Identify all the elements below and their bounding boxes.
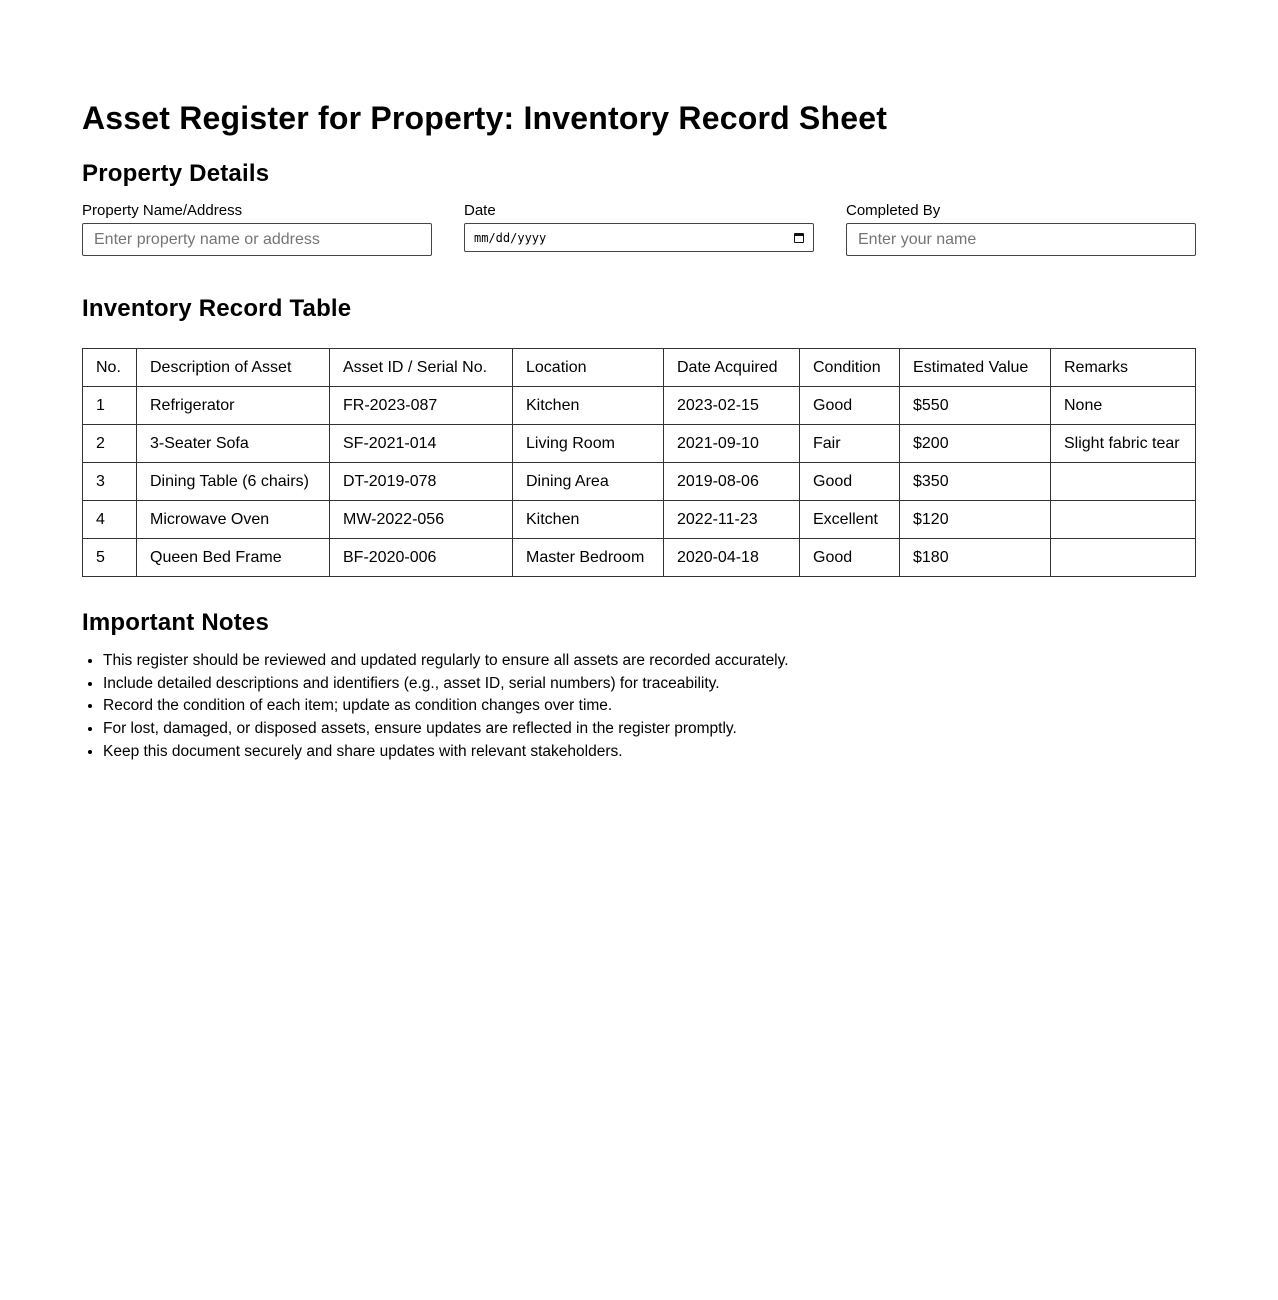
table-cell: Kitchen [513,501,664,539]
list-item: • Record the condition of each item; update as condition changes over time. [103,695,1196,718]
table-cell: MW-2022-056 [330,501,513,539]
table-cell: 2020-04-18 [664,539,800,577]
list-item: • For lost, damaged, or disposed assets, ensure updates are reflected in the register promptly. [103,718,1196,741]
completed-by-field [846,202,1196,256]
date-label: Date [464,202,496,219]
inventory-heading: Inventory Record Table [82,295,352,322]
table-cell: Good [800,539,900,577]
table-cell: DT-2019-078 [330,463,513,501]
column-header: Condition [800,349,900,387]
property-name-input[interactable] [82,223,432,256]
table-cell: FR-2023-087 [330,387,513,425]
table-cell: 3-Seater Sofa [137,425,330,463]
table-cell: BF-2020-006 [330,539,513,577]
list-item: • Keep this document securely and share updates with relevant stakeholders. [103,741,1196,764]
list-item: • This register should be reviewed and updated regularly to ensure all assets are recorded accurately. [103,650,1196,673]
table-cell: 2 [83,425,137,463]
column-header: Estimated Value [900,349,1051,387]
table-cell: Good [800,463,900,501]
property-name-field [82,202,432,256]
column-header: Asset ID / Serial No. [330,349,513,387]
table-cell: None [1051,387,1196,425]
completed-by-input[interactable] [846,223,1196,256]
property-name-label: Property Name/Address [82,202,243,219]
column-header: Location [513,349,664,387]
table-cell: Master Bedroom [513,539,664,577]
table-cell: Excellent [800,501,900,539]
table-cell: 3 [83,463,137,501]
table-cell: $350 [900,463,1051,501]
table-cell: Refrigerator [137,387,330,425]
table-cell: SF-2021-014 [330,425,513,463]
date-input[interactable] [464,223,814,252]
table-cell: 2022-11-23 [664,501,800,539]
property-details-heading: Property Details [82,160,270,187]
table-cell: Microwave Oven [137,501,330,539]
table-cell: $550 [900,387,1051,425]
inventory-table [82,348,1196,577]
table-cell: 5 [83,539,137,577]
table-cell: $180 [900,539,1051,577]
table-cell: $120 [900,501,1051,539]
list-item: • Include detailed descriptions and identifiers (e.g., asset ID, serial numbers) for traceability. [103,673,1196,696]
table-row [83,539,1196,577]
property-details-section [82,160,1196,256]
page-title: Asset Register for Property: Inventory Record Sheet [82,100,888,136]
notes-list [82,650,1196,764]
table-header-row [83,349,1196,387]
table-cell: 1 [83,387,137,425]
property-fields [82,202,1196,256]
column-header: Date Acquired [664,349,800,387]
calendar-icon[interactable] [794,233,804,243]
column-header: Remarks [1051,349,1196,387]
table-row [83,463,1196,501]
table-cell [1051,501,1196,539]
table-cell: 2019-08-06 [664,463,800,501]
table-cell: Kitchen [513,387,664,425]
table-row [83,425,1196,463]
table-cell: Good [800,387,900,425]
table-cell: Dining Table (6 chairs) [137,463,330,501]
important-notes-heading: Important Notes [82,609,270,636]
table-cell [1051,463,1196,501]
completed-by-label: Completed By [846,202,941,219]
table-cell: Slight fabric tear [1051,425,1196,463]
column-header: No. [83,349,137,387]
table-cell: 2023-02-15 [664,387,800,425]
date-placeholder: mm/dd/yyyy [474,230,547,245]
table-row [83,501,1196,539]
table-cell: Living Room [513,425,664,463]
inventory-section [82,295,1196,577]
table-cell: 2021-09-10 [664,425,800,463]
table-cell: 4 [83,501,137,539]
important-notes-section [82,609,1196,764]
date-field [464,202,814,256]
table-cell [1051,539,1196,577]
table-cell: Dining Area [513,463,664,501]
table-cell: Queen Bed Frame [137,539,330,577]
table-row [83,387,1196,425]
table-cell: Fair [800,425,900,463]
column-header: Description of Asset [137,349,330,387]
table-cell: $200 [900,425,1051,463]
